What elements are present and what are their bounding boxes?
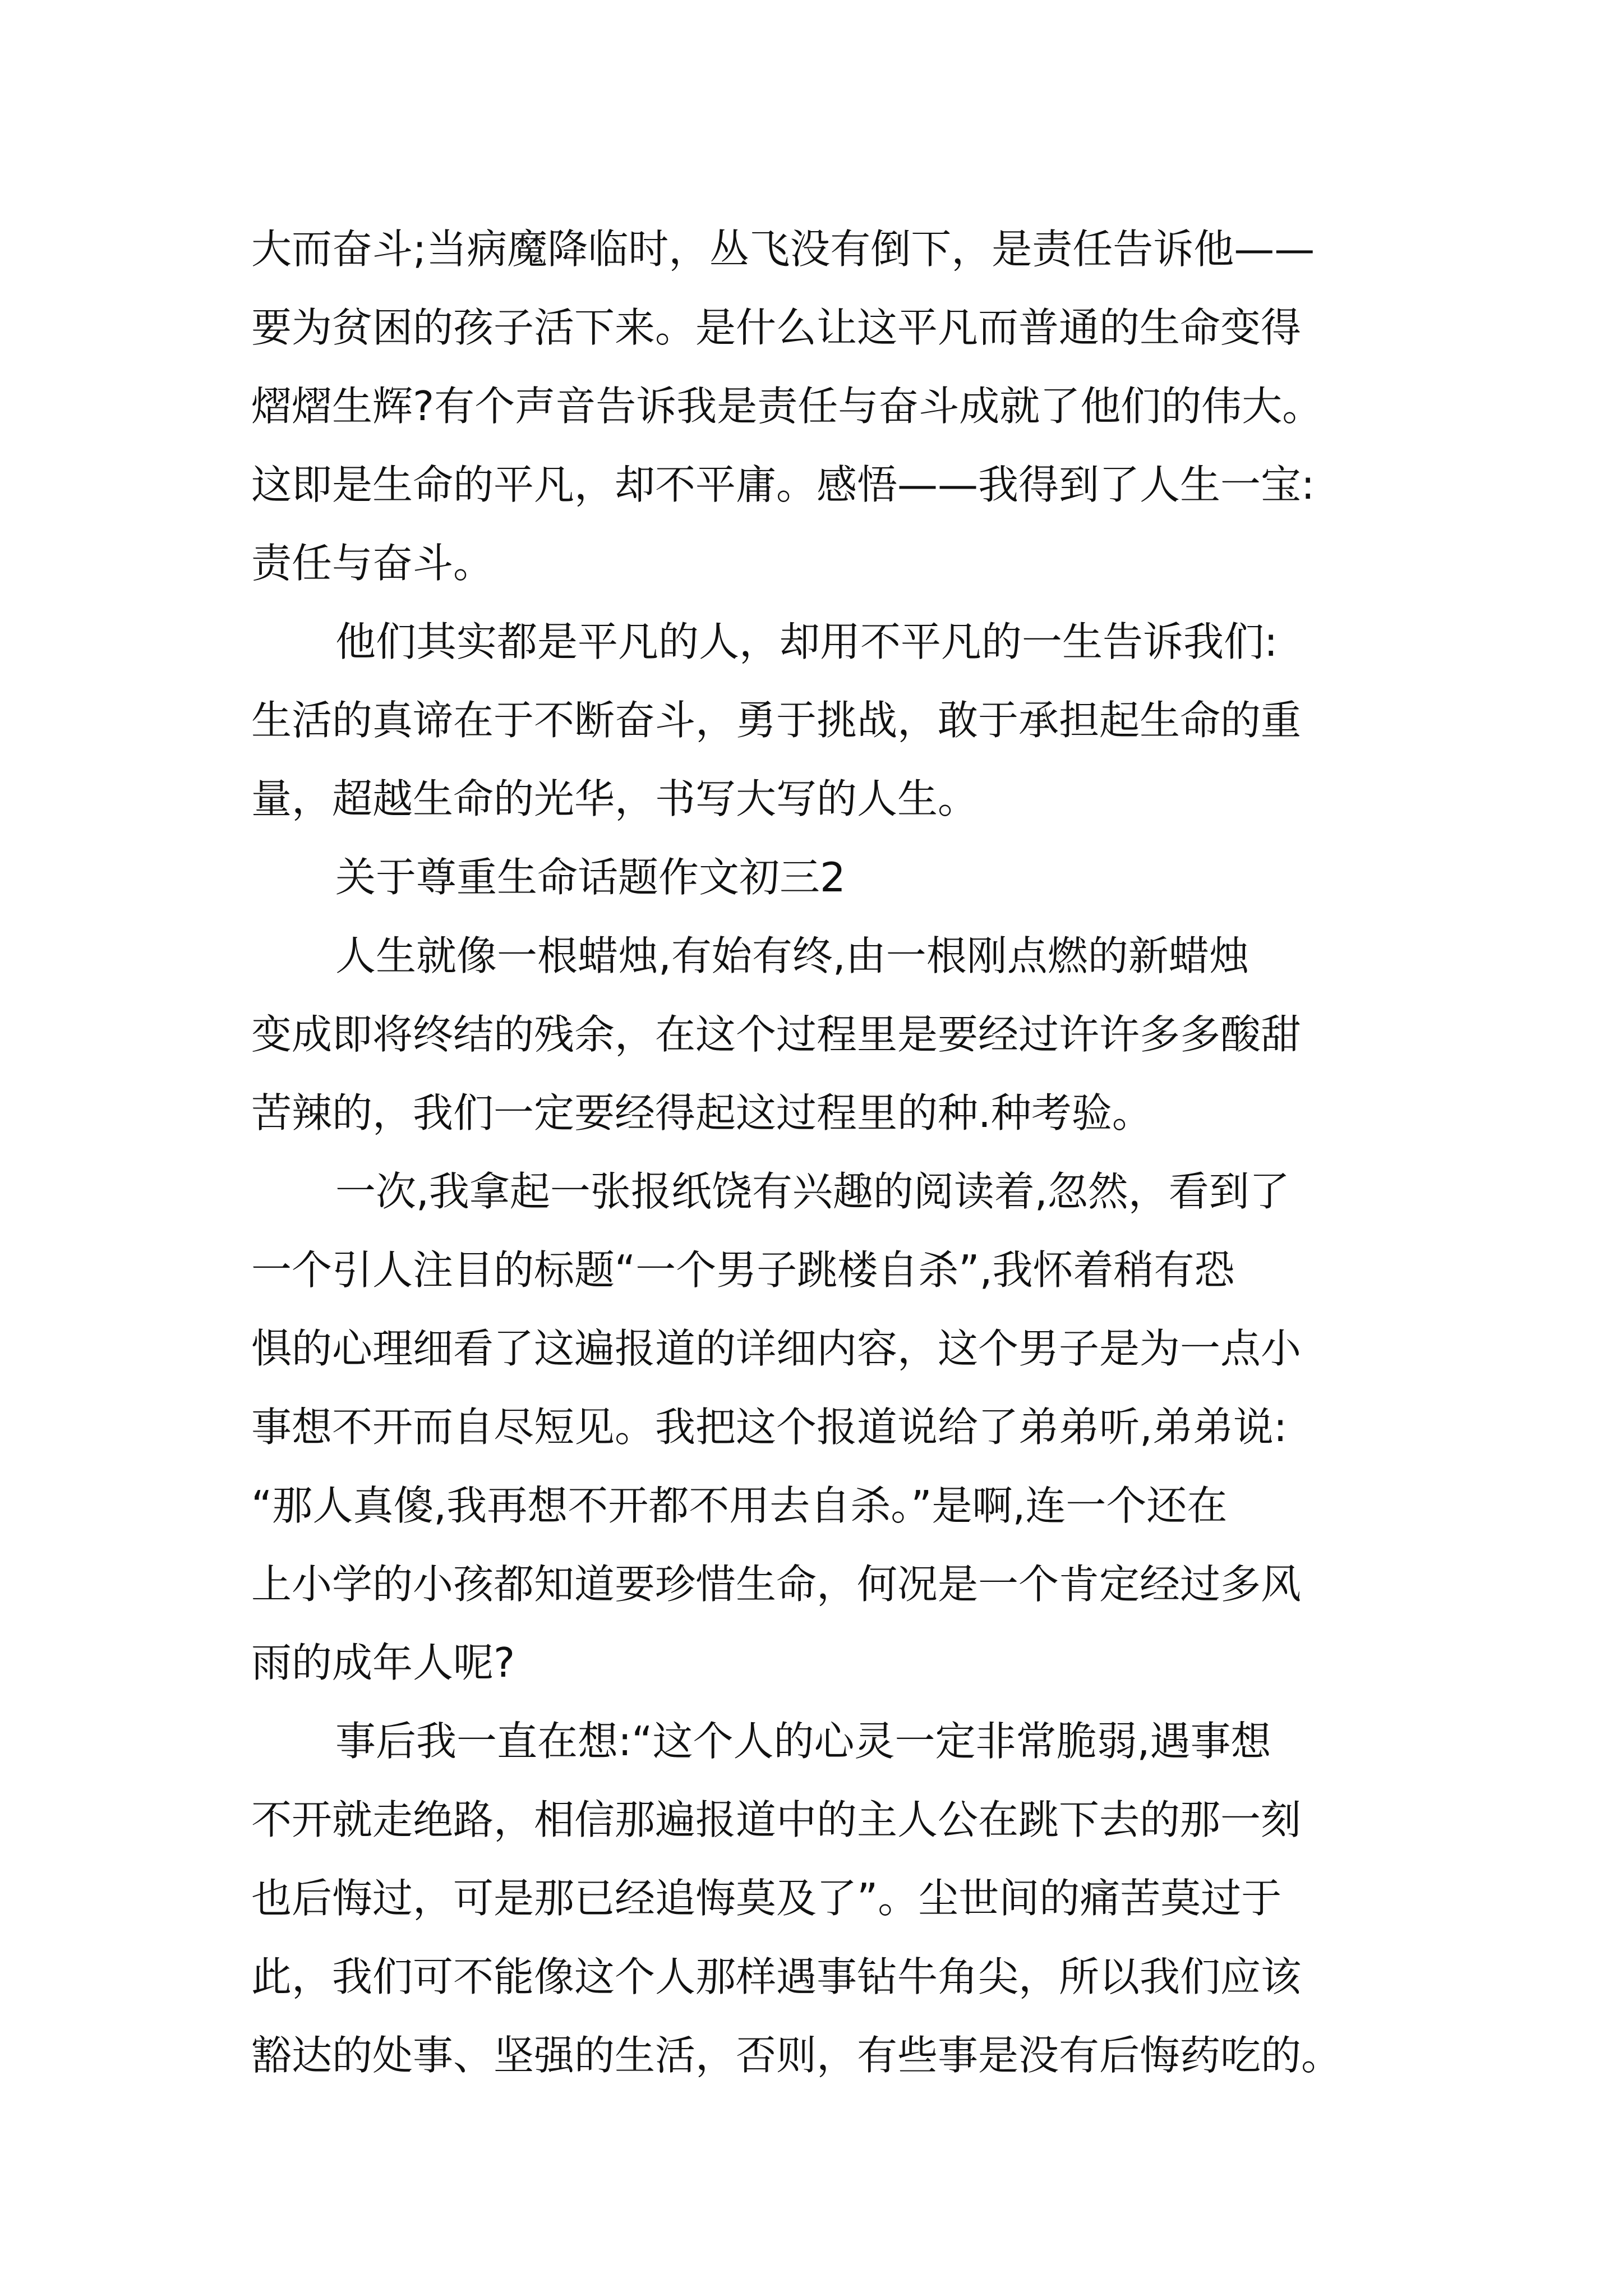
- text-line-12: 苦辣的，我们一定要经得起这过程里的种.种考验。: [251, 1089, 1152, 1137]
- text-line-24: 豁达的处事、坚强的生活，否则，有些事是没有后悔药吃的。: [251, 2032, 1342, 2079]
- text-line-3: 熠熠生辉?有个声音告诉我是责任与奋斗成就了他们的伟大。: [251, 383, 1323, 430]
- paragraph-first-line: 事后我一直在想:“这个人的心灵一定非常脆弱,遇事想: [335, 1718, 1271, 1765]
- text-line-22: 也后悔过，可是那已经追悔莫及了”。尘世间的痛苦莫过于: [251, 1875, 1282, 1922]
- text-line-8: 量，超越生命的光华，书写大写的人生。: [251, 775, 979, 822]
- text-line-18: 上小学的小孩都知道要珍惜生命，何况是一个肯定经过多风: [251, 1561, 1302, 1608]
- text-line-11: 变成即将终结的残余，在这个过程里是要经过许许多多酸甜: [251, 1011, 1302, 1058]
- text-line-2: 要为贫困的孩子活下来。是什么让这平凡而普通的生命变得: [251, 304, 1302, 351]
- text-line-14: 一个引人注目的标题“一个男子跳楼自杀”,我怀着稍有恐: [251, 1246, 1235, 1294]
- text-line-7: 生活的真谛在于不断奋斗，勇于挑战，敢于承担起生命的重: [251, 697, 1302, 744]
- paragraph-first-line: 一次,我拿起一张报纸饶有兴趣的阅读着,忽然，看到了: [335, 1168, 1290, 1215]
- text-line-16: 事想不开而自尽短见。我把这个报道说给了弟弟听,弟弟说:: [251, 1404, 1288, 1451]
- text-line-17: “那人真傻,我再想不开都不用去自杀。”是啊,连一个还在: [251, 1482, 1228, 1529]
- paragraph-first-line: 他们其实都是平凡的人，却用不平凡的一生告诉我们:: [335, 618, 1278, 665]
- text-line-4: 这即是生命的平凡，却不平庸。感悟——我得到了人生一宝:: [251, 461, 1315, 508]
- section-title: 关于尊重生命话题作文初三2: [335, 854, 846, 901]
- text-line-5: 责任与奋斗。: [251, 540, 494, 587]
- text-line-23: 此，我们可不能像这个人那样遇事钻牛角尖，所以我们应该: [251, 1953, 1302, 2000]
- paragraph-first-line: 人生就像一根蜡烛,有始有终,由一根刚点燃的新蜡烛: [335, 932, 1249, 979]
- text-line-15: 惧的心理细看了这遍报道的详细内容，这个男子是为一点小: [251, 1325, 1302, 1372]
- text-line-21: 不开就走绝路，相信那遍报道中的主人公在跳下去的那一刻: [251, 1796, 1302, 1843]
- text-line-19: 雨的成年人呢?: [251, 1639, 515, 1686]
- text-line-1: 大而奋斗;当病魔降临时，丛飞没有倒下，是责任告诉他——: [251, 226, 1315, 273]
